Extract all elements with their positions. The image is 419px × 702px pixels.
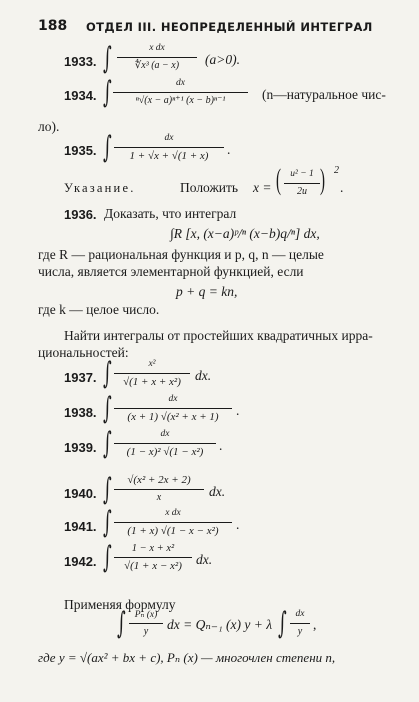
fraction-bar <box>113 92 248 93</box>
hint-text: Положить <box>180 180 239 195</box>
fraction-denominator: (1 − x)² √(1 − x²) <box>126 446 204 458</box>
formula-numerator: Pₙ (x) <box>134 610 158 620</box>
integral-sign: ∫ <box>103 356 112 391</box>
fraction-numerator: x² <box>148 359 156 369</box>
period: . <box>219 438 223 453</box>
hint-lhs: x = <box>253 180 272 195</box>
fraction-bar <box>114 557 192 558</box>
fraction-bar <box>114 489 204 490</box>
period: . <box>227 142 231 157</box>
problem-text: Доказать, что интеграл <box>104 206 237 221</box>
fraction-denominator: √(1 + x − x²) <box>124 560 182 572</box>
fraction-numerator: dx <box>176 78 185 88</box>
differential: dx. <box>196 552 213 567</box>
formula-denominator: y <box>297 626 303 637</box>
hint-fraction-numerator: u² − 1 <box>290 169 314 179</box>
section-intro: циональностей: <box>38 345 129 360</box>
fraction-numerator: x dx <box>149 43 165 53</box>
fraction-denominator: 1 + √x + √(1 + x) <box>129 150 209 162</box>
formula-numerator: dx <box>295 609 305 619</box>
problem-number-1939: 1939. <box>64 440 97 455</box>
hint-fraction-denominator: 2u <box>297 186 307 197</box>
paren-right: ) <box>320 163 325 196</box>
period: . <box>236 403 240 418</box>
integral-sign: ∫ <box>278 606 287 641</box>
fraction-numerator: x dx <box>165 508 181 518</box>
fraction-numerator: 1 − x + x² <box>131 543 175 554</box>
integral-sign: ∫ <box>103 505 112 540</box>
fraction-bar <box>114 147 224 148</box>
problem-number-1934: 1934. <box>64 88 97 103</box>
problem-number-1941: 1941. <box>64 519 97 534</box>
fraction-denominator: √(1 + x + x²) <box>123 376 181 388</box>
differential: dx. <box>209 484 226 499</box>
section-intro: Найти интегралы от простейших квадратичных ирра- <box>64 328 373 343</box>
condition-formula: p + q = kn, <box>176 284 238 299</box>
comma: , <box>313 617 317 632</box>
exponent: 2 <box>334 165 339 176</box>
integral-sign: ∫ <box>103 426 112 461</box>
integral-formula: ∫R [x, (x−a)ᵖ/ⁿ (x−b)q/ⁿ] dx, <box>170 226 320 241</box>
fraction-denominator: ∜x³ (a − x) <box>134 60 180 71</box>
problem-number-1942: 1942. <box>64 554 97 569</box>
page-number: 188 <box>38 18 68 34</box>
problem-number-1937: 1937. <box>64 370 97 385</box>
fraction-numerator: dx <box>168 394 178 404</box>
integral-sign: ∫ <box>117 606 126 641</box>
integral-sign: ∫ <box>103 41 112 76</box>
section-title: ОТДЕЛ III. НЕОПРЕДЕЛЕННЫЙ ИНТЕГРАЛ <box>86 20 373 34</box>
problem-number-1935: 1935. <box>64 143 97 158</box>
problem-number-1938: 1938. <box>64 405 97 420</box>
fraction-denominator: (1 + x) √(1 − x − x²) <box>127 525 219 537</box>
fraction-bar <box>290 623 310 624</box>
text-line: где R — рациональная функция и p, q, n — целые <box>38 247 324 262</box>
fraction-bar <box>114 408 232 409</box>
condition-continuation: ло). <box>38 119 60 134</box>
hint-tail: . <box>340 180 344 195</box>
integral-sign: ∫ <box>103 130 112 165</box>
condition-text: (a>0). <box>205 52 240 67</box>
integral-sign: ∫ <box>103 391 112 426</box>
differential: dx. <box>195 368 212 383</box>
integral-sign: ∫ <box>103 472 112 507</box>
problem-number-1933: 1933. <box>64 54 97 69</box>
paren-left: ( <box>276 163 281 196</box>
text-line: где k — целое число. <box>38 302 160 317</box>
fraction-numerator: √(x² + 2x + 2) <box>127 474 191 486</box>
hint-label: Указание. <box>64 181 136 195</box>
fraction-numerator: dx <box>164 133 174 143</box>
condition-text: (n—натуральное чис- <box>262 87 386 102</box>
formula-intro: Применяя формулу <box>64 597 176 612</box>
fraction-denominator: x <box>156 492 162 503</box>
integral-sign: ∫ <box>103 540 112 575</box>
fraction-bar <box>129 623 163 624</box>
fraction-denominator: (x + 1) √(x² + x + 1) <box>127 411 219 423</box>
problem-number-1936: 1936. <box>64 207 97 222</box>
fraction-bar <box>114 443 216 444</box>
formula-middle: dx = Qₙ₋₁ (x) y + λ <box>167 617 273 632</box>
formula-denominator: y <box>143 626 149 637</box>
fraction-bar <box>284 183 320 184</box>
fraction-bar <box>114 522 232 523</box>
fraction-denominator: ⁿ√(x − a)ⁿ⁺¹ (x − b)ⁿ⁻¹ <box>135 95 226 106</box>
period: . <box>236 517 240 532</box>
problem-number-1940: 1940. <box>64 486 97 501</box>
final-text-line: где y = √(ax² + bx + c), Pₙ (x) — многочлен степени n, <box>38 650 336 665</box>
fraction-numerator: dx <box>160 429 170 439</box>
fraction-bar <box>114 373 190 374</box>
text-line: числа, является элементарной функцией, если <box>38 264 304 279</box>
fraction-bar <box>117 57 197 58</box>
integral-sign: ∫ <box>103 75 112 110</box>
